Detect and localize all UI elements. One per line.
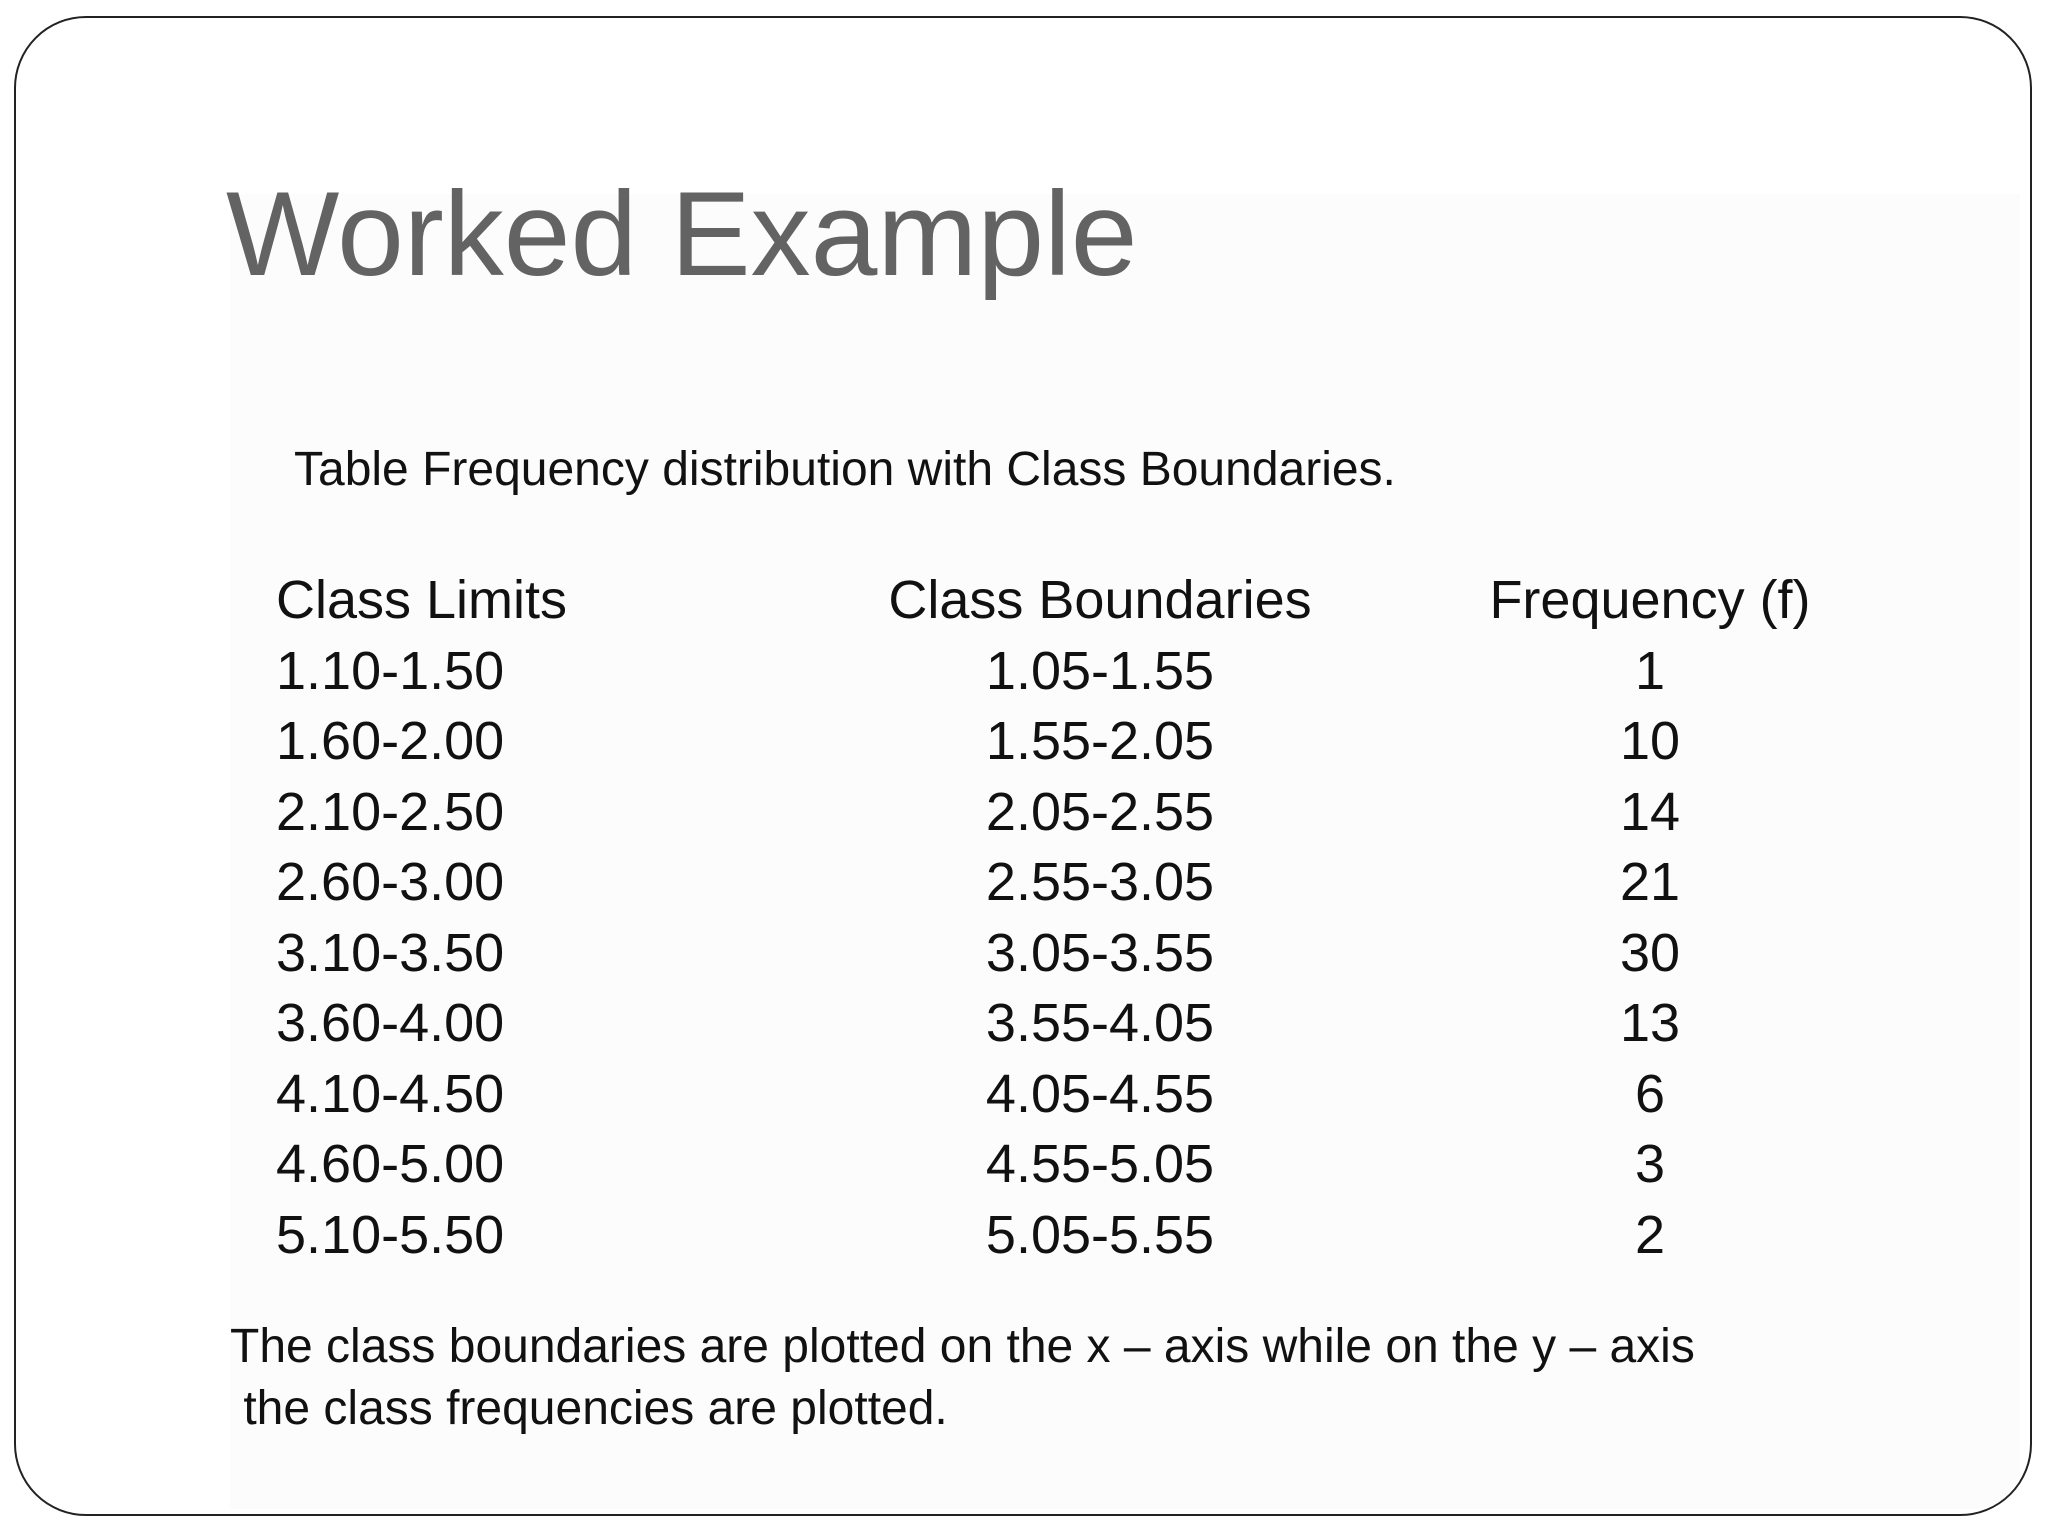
cell-frequency: 6 — [1634, 1063, 1666, 1124]
cell-frequency: 21 — [1619, 852, 1681, 912]
frequency-table — [256, 565, 1890, 1270]
cell-class-boundaries: 4.05-4.55 — [985, 1063, 1215, 1124]
cell-frequency: 13 — [1619, 993, 1681, 1053]
cell-class-limits: 3.60-4.00 — [276, 993, 505, 1053]
cell-class-limits: 4.60-5.00 — [276, 1134, 505, 1194]
cell-class-boundaries: 4.55-5.05 — [985, 1134, 1215, 1194]
table-row — [256, 777, 1890, 848]
cell-class-limits: 1.60-2.00 — [276, 711, 505, 771]
slide-title: Worked Example — [226, 167, 1138, 301]
note-line-2: the class frequencies are plotted. — [230, 1382, 948, 1435]
table-caption: Table Frequency distribution with Class Boundaries. — [294, 443, 1396, 496]
table-row — [256, 918, 1890, 989]
cell-frequency: 14 — [1619, 781, 1681, 842]
table-row — [256, 1200, 1890, 1271]
cell-class-limits: 5.10-5.50 — [276, 1204, 505, 1265]
note-line-1: The class boundaries are plotted on the x – axis while on the y – axis — [230, 1320, 1695, 1373]
table-row — [256, 706, 1890, 777]
explanation-note — [230, 1316, 1695, 1440]
cell-class-limits: 2.60-3.00 — [276, 852, 505, 912]
cell-frequency: 3 — [1634, 1134, 1666, 1194]
cell-frequency: 1 — [1634, 640, 1666, 701]
cell-class-boundaries: 1.55-2.05 — [985, 711, 1215, 771]
table-row — [256, 1129, 1890, 1200]
header-class-limits: Class Limits — [276, 570, 568, 630]
table-row — [256, 1059, 1890, 1130]
cell-class-boundaries: 2.55-3.05 — [985, 852, 1215, 912]
table-row — [256, 988, 1890, 1059]
cell-class-boundaries: 1.05-1.55 — [985, 640, 1215, 701]
cell-class-limits: 2.10-2.50 — [276, 781, 505, 842]
cell-class-limits: 3.10-3.50 — [276, 922, 505, 983]
header-class-boundaries: Class Boundaries — [888, 570, 1312, 630]
table-row — [256, 636, 1890, 707]
cell-frequency: 10 — [1619, 711, 1681, 771]
cell-class-boundaries: 3.55-4.05 — [985, 993, 1215, 1053]
cell-class-boundaries: 2.05-2.55 — [985, 781, 1215, 842]
cell-frequency: 2 — [1634, 1204, 1666, 1265]
header-frequency: Frequency (f) — [1489, 570, 1811, 630]
table-body — [256, 636, 1890, 1271]
table-row — [256, 847, 1890, 918]
table-header-row — [256, 565, 1890, 636]
cell-frequency: 30 — [1619, 922, 1681, 983]
cell-class-limits: 4.10-4.50 — [276, 1063, 505, 1124]
cell-class-boundaries: 3.05-3.55 — [985, 922, 1215, 983]
cell-class-limits: 1.10-1.50 — [276, 640, 505, 701]
cell-class-boundaries: 5.05-5.55 — [985, 1204, 1215, 1265]
